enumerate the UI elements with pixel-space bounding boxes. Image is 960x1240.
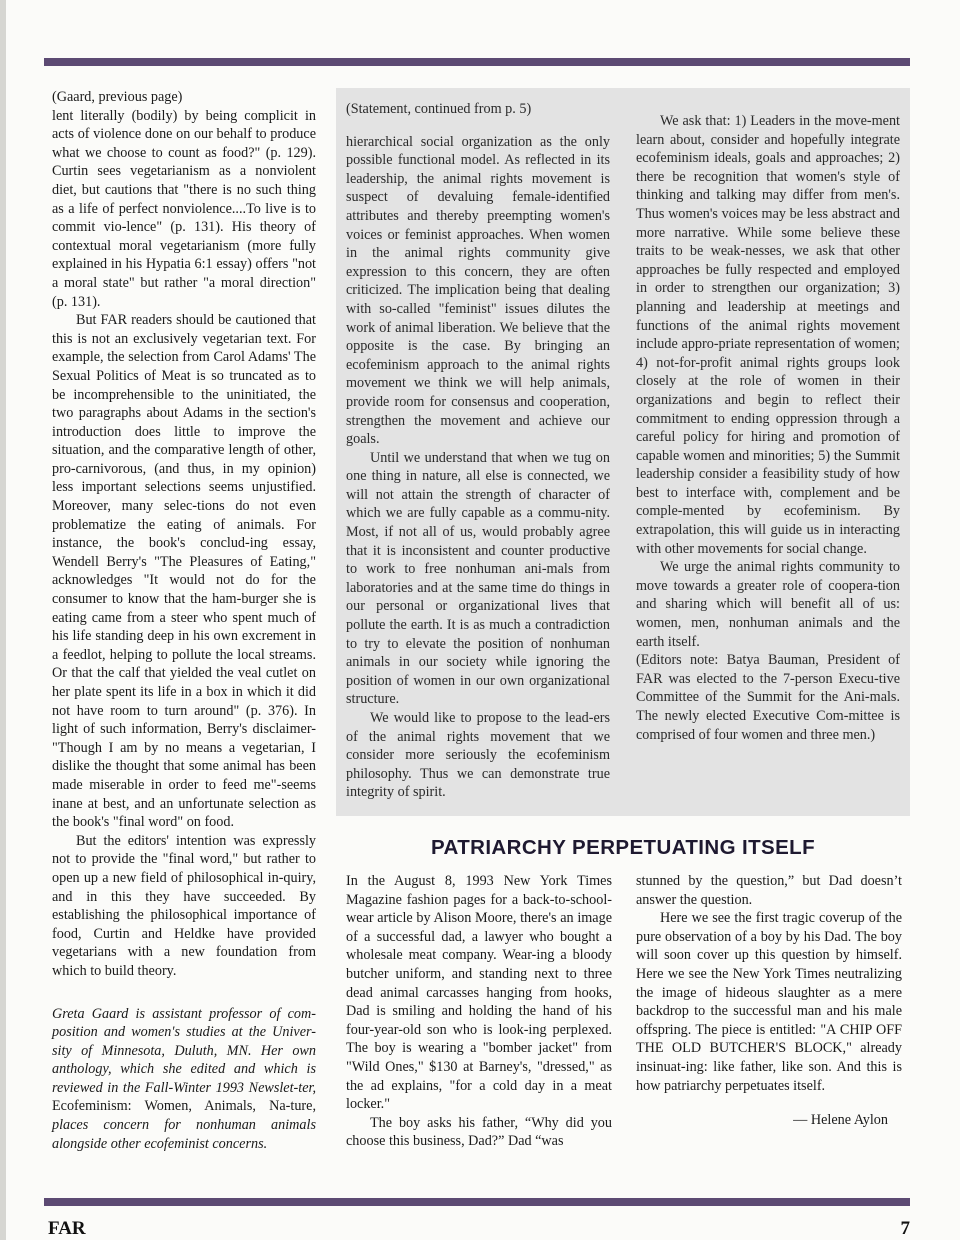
author-bio-part-1: Greta Gaard is assistant professor of com-position and women's studies at the Univer-sity of Minnesota, Duluth, MN. Her own anthology, which she edited and which is reviewed in the Fall-Winter 1993 Newslet-ter,	[52, 1005, 316, 1096]
author-bio-part-2: places concern for nonhuman animals alongside other ecofeminist concerns.	[52, 1117, 316, 1152]
bottom-rule	[44, 1198, 910, 1206]
article-paragraph-1: In the August 8, 1993 New York Times Magazine fashion pages for a back-to-school-wear article by Alison Moore, there's an image of a successful dad, a lawyer who bought a wholesale meat company. Wear-ing a bloody butcher uniform, and standing next to three dead animal carcasses hanging from hooks, Dad is smiling and holding the hand of his four-year-old son who is look-ing perplexed. The boy is wearing a "bomber jacket" from "Wild Ones," $130 at Barney's, "dressed," as the ad explains, "for a cold day in a meat locker."	[346, 873, 612, 1113]
article-paragraph-3: Here we see the first tragic coverup of the pure observation of a boy by his Dad. The boy will soon cover up this question by himself. Here we see the New York Times neutralizing the image of hideous slaughter as a mere backdrop to the successful man and his male offspring. The piece is entitled: "A CHIP OFF THE OLD BUTCHER'S BLOCK," already insinuat-ing: like father, like son. And this is how patriarchy perpetuates itself.	[636, 910, 902, 1094]
review-paragraph-2: But FAR readers should be cautioned that this is not an exclusively vegetarian text. For example, the selection from Carol Adams' The Sexual Politics of Meat is so truncated as to be incomprehensible to the uninitiated, the two paragraphs about Adams in the section's introduction does little to improve the situation, and the comparative length of other, pro-carnivorous, (and thus, in my opinion) less important selections seems unjustified. Moreover, many selec-tions do not even problematize the eating of animals. For instance, the book's conclud-ing essay, Wendell Berry's "The Pleasures of Eating," acknowledges "It would not do for the consumer to know that the ham-burger she is eating came from a steer who spent much of his life standing deep in his own excrement in a feedlot, helping to pollute the local streams. Or that the calf that yielded the veal cutlet on her plate spent its life in a box in which it did not have room to turn around" (p. 376). In light of such information, Berry's disclaimer-"Though I am by no means a vegetarian, I dislike the thought that some animal has been made miserable in order to feed me"-seems inane at best, and an unfortunate selection as the book's "final word" on food.	[52, 312, 316, 831]
statement-paragraph-1: hierarchical social organization as the only possible functional model. As reflected in its leadership, the animal rights movement is suspect of devaluing female-identified attributes and thereby preempting women's voices or feminist approaches. When women in the animal rights community give expression to this concern, they are often criticized. The implication being that dealing with so-called "feminist" issues dilutes the work of animal liberation. We believe that the opposite is the case. By bringing an ecofeminism approach to the animal rights movement we think we will help animals, provide room for consensus and cooperation, strengthen the movement and achieve our goals.	[346, 133, 610, 448]
review-paragraph-3: But the editors' intention was expressly not to provide the "final word," but rather to open up a new field of philosophical in-quiry, and in this they have succeeded. By establishing the philosophical importance of food, Curtin and Heldke have provided vegetarians with a new foundation from which to build theory.	[52, 832, 316, 979]
statement-paragraph-2: Until we understand that when we tug on one thing in nature, all else is connected, we will not attain the strength of character of which we are fully capable as a commu-nity. Most, if not all of us, would probably agree that it is inconsistent and counter productive to work to free nonhuman ani-mals from laboratories and at the same time do things in our personal or organizational lives that pollute the earth. It is as much a contradiction to try to elevate the position of nonhuman animals in our society while ignoring the position of women in our own organizational structure.	[346, 449, 610, 708]
article-column-left	[346, 872, 612, 1151]
review-column	[52, 88, 316, 1153]
statement-paragraph-4: We ask that: 1) Leaders in the move-ment learn about, consider and hopefully integrate ecofeminism ideals, goals and approaches; 2) there be recognition that women's style of thinking and talking may differ from men's. Thus women's voices may be less abstract and more narrative. While some believe these traits to be weak-nesses, we ask that other approaches be fully respected and employed in order to strengthen our organization; 3) planning and leadership at meetings and functions of the animal rights movement include appro-priate representation of women; 4) not-for-profit animal rights groups look closely at the role of women in their organizations and begin to reflect their commitment to ending oppression through a careful policy for hiring and promotion of capable women and minorities; 5) the Summit leadership consider a feasibility study of how best to interface with, complement and be comple-mented by ecofeminism. By extrapolation, this will guide us in interacting with other movements for social change.	[636, 113, 900, 557]
footer-publication: FAR	[48, 1218, 86, 1239]
author-bio	[52, 1005, 316, 1154]
article-paragraph-2-start: The boy asks his father, “Why did you choose this business, Dad?” Dad “was	[346, 1114, 612, 1150]
continuation-header: (Gaard, previous page)	[52, 89, 183, 105]
review-paragraph-1: lent literally (bodily) by being complicit in acts of violence done on our behalf to produce what we choose to count as food?" (p. 129). Curtin sees vegetarianism as a nonviolent diet, but cautions that "there is no such thing as a life of perfect nonviolence....To live is to commit vio-lence" (p. 131). His theory of contextual moral vegetarianism (more fully explained in his Hypatia 6:1 essay) offers "not a moral state" but rather "a moral direction" (p. 131).	[52, 107, 316, 310]
article-paragraph-2-end: stunned by the question,” but Dad doesn’t answer the question.	[636, 873, 902, 908]
statement-continued-label: (Statement, continued from p. 5)	[346, 101, 532, 117]
statement-paragraph-3: We would like to propose to the lead-ers of the animal rights movement that we consider more seriously the ecofeminism philosophy. Thus we can demonstrate true integrity of spirit.	[346, 710, 610, 801]
footer-page-number: 7	[900, 1218, 910, 1239]
top-rule	[44, 58, 910, 66]
article-title: PATRIARCHY PERPETUATING ITSELF	[430, 836, 816, 859]
page-edge-shadow	[0, 0, 6, 1240]
statement-paragraph-5: We urge the animal rights community to move towards a greater role of coopera-tion and sharing which will benefit all of us: women, men, nonhuman animals and the earth itself.	[636, 559, 900, 650]
book-title: Ecofeminism: Women, Animals, Na-ture,	[52, 1098, 316, 1115]
article-column-right	[636, 872, 902, 1130]
statement-column-left	[346, 100, 610, 802]
statement-column-right	[636, 112, 900, 744]
article-signature: — Helene Aylon	[793, 1112, 888, 1129]
editors-note: (Editors note: Batya Bauman, President of FAR was elected to the 7-person Execu-tive Committee of the Summit for the Ani-mals. The newly elected Executive Com-mittee is comprised of four women and three men.)	[636, 652, 900, 743]
